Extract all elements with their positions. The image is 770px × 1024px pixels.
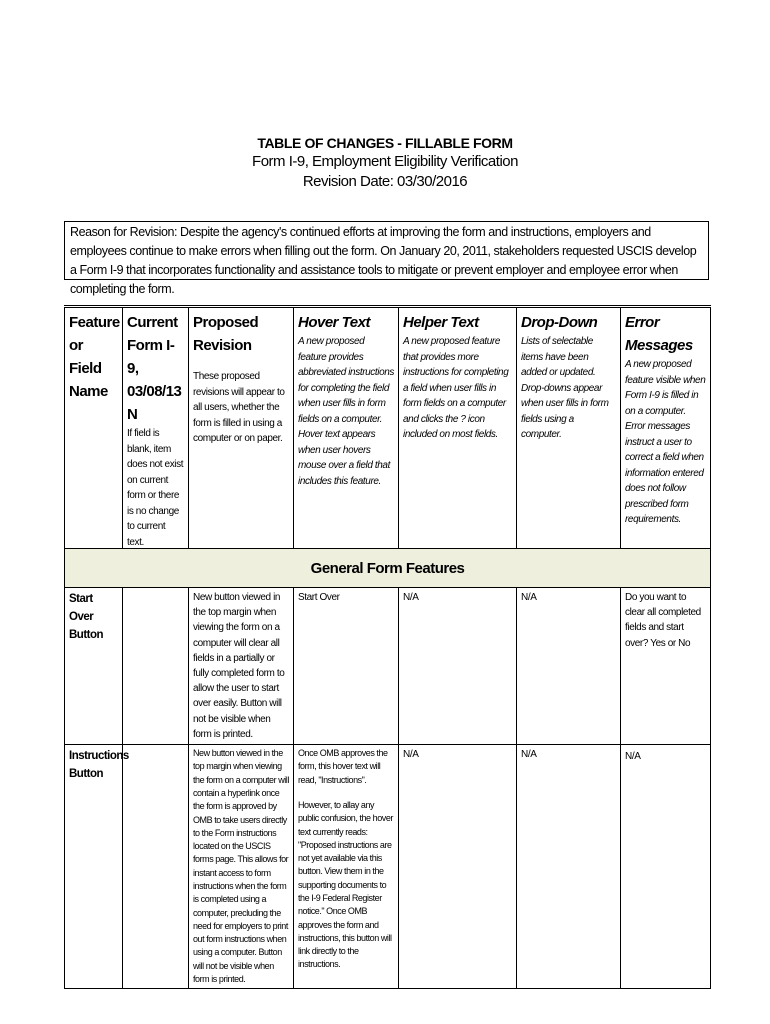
row-hover-text (294, 745, 399, 989)
row-error-message: N/A (621, 745, 711, 989)
row-drop-down: N/A (517, 745, 621, 989)
reason-for-revision: Reason for Revision: Despite the agency's continued efforts at improving the form and instructions, employers and employees continue to make errors when filling out the form. On January 20, 2011, stakeholders requested USCIS develop a Form I-9 that incorporates functionality and assistance tools to mitigate or prevent employer and employee error when completing the form. (64, 221, 709, 280)
row-helper-text: N/A (399, 745, 517, 989)
header-helper-text: Helper Text A new proposed feature that provides more instructions for completing a field when user fills in form fields on a computer and clicks the ? icon included on most fields. (399, 307, 517, 555)
row-drop-down: N/A (517, 588, 621, 745)
header-proposed-revision: Proposed Revision These proposed revisions will appear to all users, whether the form is filled in using a computer or on paper. (189, 307, 294, 555)
form-name: Form I-9, Employment Eligibility Verification (252, 153, 518, 170)
column-header-table (64, 305, 711, 556)
header-hover-text: Hover Text A new proposed feature provides abbreviated instructions for completing the field when user fills in form fields on a computer. Hover text appears when user hovers mouse over a field that includes this feature. (294, 307, 399, 555)
header-current-form: Current Form I-9, 03/08/13 N If field is blank, item does not exist on current form or there is no change to current text. (123, 307, 189, 555)
row-helper-text: N/A (399, 588, 517, 745)
hover-text-paragraph: Once OMB approves the form, this hover text will read, "Instructions". (298, 748, 388, 785)
section-title: General Form Features (65, 549, 711, 588)
hover-text-paragraph: However, to allay any public confusion, the hover text currently reads: "Proposed instructions are not yet available via this button. View them in the supporting documents to the I-9 Federal Register notice." Once OMB approves the form and instructions, this button will link directly to the instructions. (298, 799, 393, 970)
table-row (65, 745, 711, 989)
row-feature-name: Instructions Button (65, 745, 123, 989)
header-error-messages: Error Messages A new proposed feature visible when Form I-9 is filled in on a computer. Error messages instruct a user to correct a field when information entered does not follow prescribed form requirements. (621, 307, 711, 555)
header-feature-name: Feature or Field Name (65, 307, 123, 555)
row-current-form (123, 588, 189, 745)
document-title: TABLE OF CHANGES - FILLABLE FORM (257, 135, 513, 151)
row-proposed-revision: New button viewed in the top margin when viewing the form on a computer will contain a hyperlink once the form is approved by OMB to take users directly to the Form instructions located on the USCIS forms page. This allows for instant access to form instructions when the form is completed using a computer, precluding the need for employers to print out form instructions when using a computer. Button will not be visible when form is printed. (189, 745, 294, 989)
row-error-message: Do you want to clear all completed fields and start over? Yes or No (621, 588, 711, 745)
header-drop-down: Drop-Down Lists of selectable items have been added or updated. Drop-downs appear when user fills in form fields using a computer. (517, 307, 621, 555)
general-form-features-table (64, 548, 711, 989)
row-current-form (123, 745, 189, 989)
table-row (65, 588, 711, 745)
row-proposed-revision: New button viewed in the top margin when viewing the form on a computer will clear all fields in a partially or fully completed form to allow the user to start over easily. Button will not be visible when form is printed. (189, 588, 294, 745)
row-feature-name: Start Over Button (65, 588, 123, 745)
revision-date: Revision Date: 03/30/2016 (302, 173, 468, 190)
document-header (0, 134, 770, 192)
row-hover-text: Start Over (294, 588, 399, 745)
